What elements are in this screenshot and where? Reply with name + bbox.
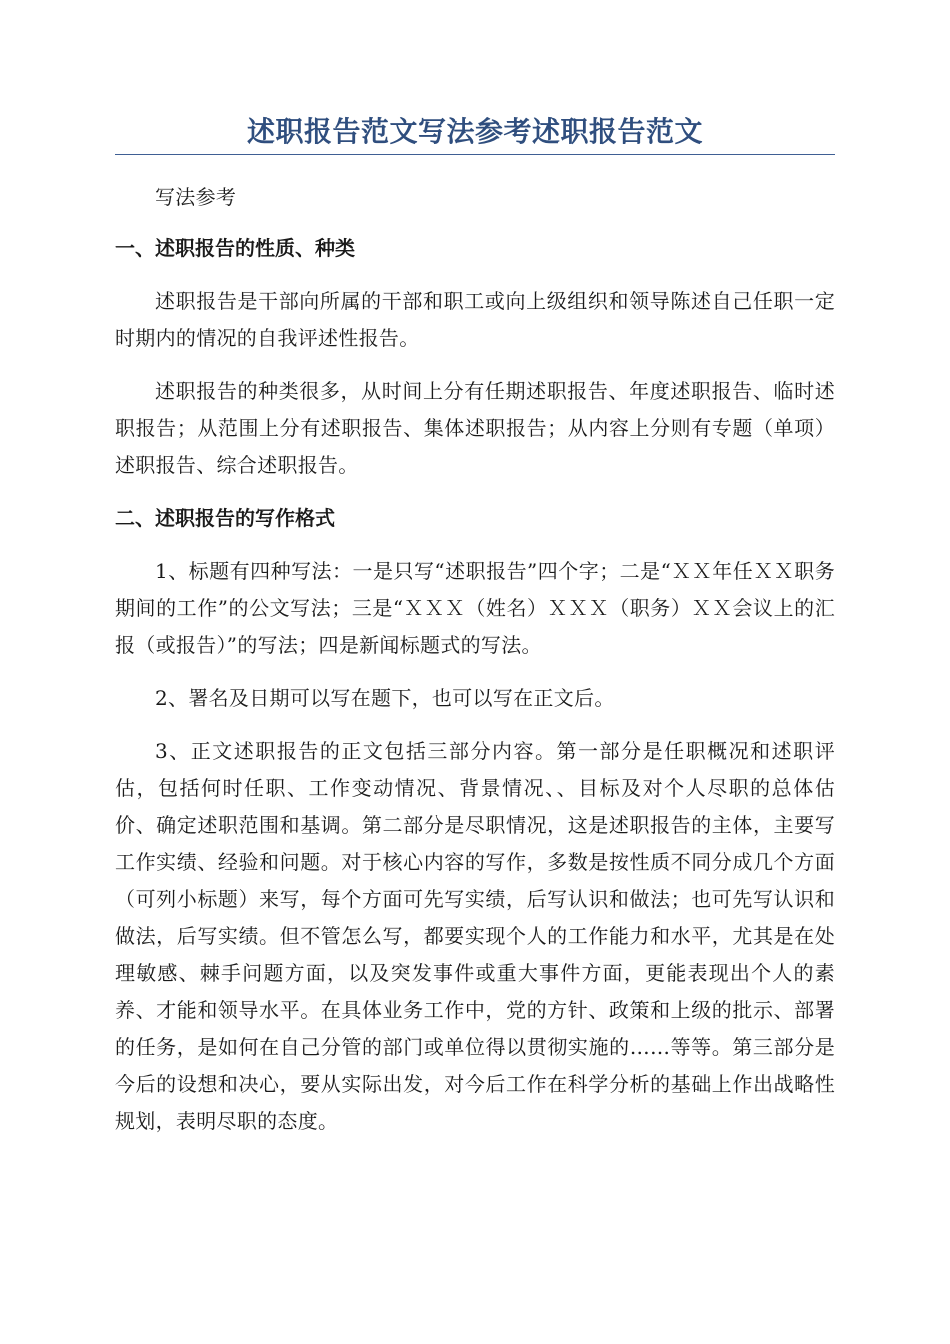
section-heading-1: 一、述职报告的性质、种类 (115, 236, 355, 260)
intro-text: 写法参考 (155, 185, 237, 209)
section1-paragraph-2: 述职报告的种类很多，从时间上分有任期述职报告、年度述职报告、临时述职报告；从范围上分有述职报告、集体述职报告；从内容上分则有专题（单项）述职报告、综合述职报告。 (115, 379, 835, 477)
document-title: 述职报告范文写法参考述职报告范文 (115, 112, 835, 155)
section2-paragraph-1: 1、标题有四种写法：一是只写“述职报告”四个字；二是“ＸＸ年任ＸＸ职务期间的工作”的公文写法；三是“ＸＸＸ（姓名）ＸＸＸ（职务）ＸＸ会议上的汇报（或报告）”的写法；四是新闻标题式的写法。 (115, 559, 835, 657)
section1-paragraph-1: 述职报告是干部向所属的干部和职工或向上级组织和领导陈述自己任职一定时期内的情况的自我评述性报告。 (115, 289, 835, 350)
section2-paragraph-2: 2、署名及日期可以写在题下，也可以写在正文后。 (155, 686, 615, 710)
section-heading-2: 二、述职报告的写作格式 (115, 506, 335, 530)
section2-paragraph-3: 3、正文述职报告的正文包括三部分内容。第一部分是任职概况和述职评估，包括何时任职、工作变动情况、背景情况、、目标及对个人尽职的总体估价、确定述职范围和基调。第二部分是尽职情况，这是述职报告的主体，主要写工作实绩、经验和问题。对于核心内容的写作，多数是按性质不同分成几个方面（可列小标题）来写，每个方面可先写实绩，后写认识和做法；也可先写认识和做法，后写实绩。但不管怎么写，都要实现个人的工作能力和水平，尤其是在处理敏感、棘手问题方面，以及突发事件或重大事件方面，更能表现出个人的素养、才能和领导水平。在具体业务工作中，党的方针、政策和上级的批示、部署的任务，是如何在自己分管的部门或单位得以贯彻实施的……等等。第三部分是今后的设想和决心，要从实际出发，对今后工作在科学分析的基础上作出战略性规划，表明尽职的态度。 (115, 739, 835, 1133)
document-page (115, 112, 835, 1140)
